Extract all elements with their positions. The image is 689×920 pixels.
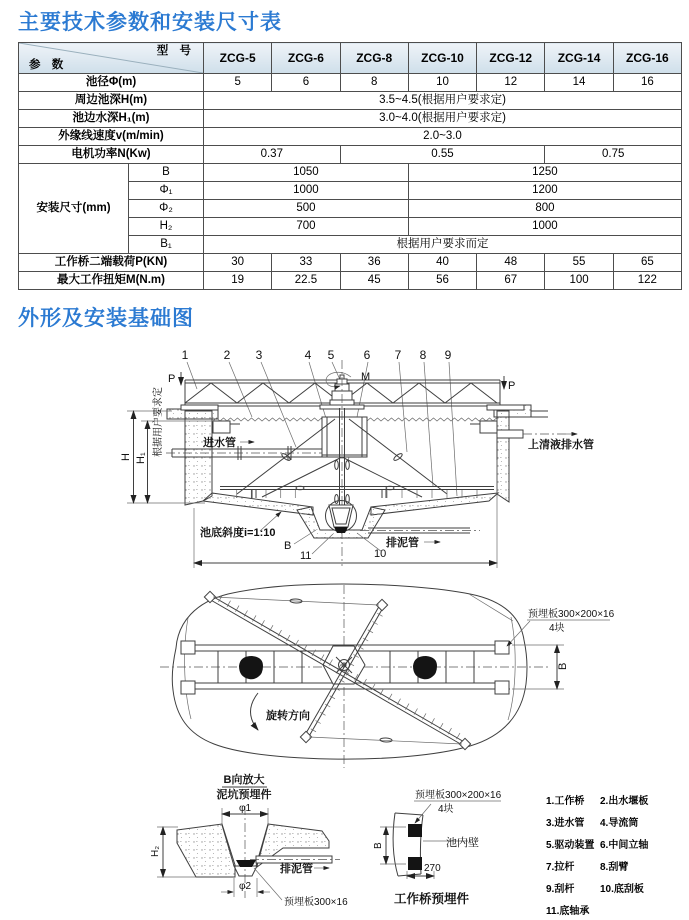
callout-number: 4: [304, 348, 312, 362]
callout-number: 1: [181, 348, 189, 362]
sludge-pipe-label: 排泥管: [386, 537, 419, 549]
table-cell: 3.0~4.0(根据用户要求定): [204, 110, 682, 128]
inner-wall-label: 池内壁: [446, 837, 479, 849]
inlet-pipe-label: 进水管: [203, 437, 236, 449]
table-cell: 最大工作扭矩M(N.m): [19, 272, 204, 290]
table-cell: 外缘线速度v(m/min): [19, 128, 204, 146]
callout-number: 9: [444, 348, 452, 362]
table-cell: 500: [204, 200, 409, 218]
table-cell: 16: [613, 74, 681, 92]
legend-item: 11.底轴承: [546, 906, 590, 917]
plan-embed-plate-note: [507, 607, 615, 646]
motor-label: M: [361, 371, 371, 383]
scraper-assembly: [220, 486, 494, 498]
callout-number: 8: [419, 348, 427, 362]
legend-item: 9.刮杆: [546, 884, 575, 895]
legend-item: 2.出水堰板: [600, 796, 649, 807]
dim-270-label: 270: [424, 863, 441, 874]
table-cell: 55: [545, 254, 613, 272]
dim-h1-label: H₁: [135, 452, 147, 464]
table-cell: 1000: [204, 182, 409, 200]
embed-count-label: 4块: [549, 623, 565, 634]
bridge-dim-b-label: B: [373, 842, 384, 849]
dim-phi2-label: φ2: [238, 881, 252, 892]
table-cell: 周边池深H(m): [19, 92, 204, 110]
bottom-bearing-pit: [326, 501, 357, 534]
detail-pit-subtitle: 泥坑预埋件: [216, 789, 272, 801]
table-cell: 0.37: [204, 146, 341, 164]
floor-slope-label: 池底斜度i=1:10: [200, 527, 276, 539]
legend-item: 10.底刮板: [600, 884, 644, 895]
model-header: ZCG-14: [545, 43, 613, 74]
table-cell: 1250: [408, 164, 681, 182]
bridge-plate-label: 预埋板300×200×16: [415, 790, 502, 801]
callout-number: 6: [363, 348, 371, 362]
callout-number: 3: [255, 348, 263, 362]
table-cell: Φ₂: [129, 200, 204, 218]
table-cell: Φ₁: [129, 182, 204, 200]
model-header: ZCG-12: [477, 43, 545, 74]
legend-item: 6.中间立轴: [600, 840, 649, 851]
sludge-pipe-side: [360, 528, 480, 549]
dim-phi1-label: φ1: [238, 803, 252, 814]
page-title: 主要技术参数和安装尺寸表: [18, 11, 282, 34]
callout-10-label: 10: [374, 548, 387, 560]
table-cell: 30: [204, 254, 272, 272]
table-cell: 800: [408, 200, 681, 218]
corner-label-param: 参 数: [29, 58, 68, 71]
table-cell: 12: [477, 74, 545, 92]
side-view-drawing: [120, 348, 594, 568]
table-cell: 67: [477, 272, 545, 290]
table-cell: 56: [408, 272, 476, 290]
table-cell: 14: [545, 74, 613, 92]
table-cell: 22.5: [272, 272, 340, 290]
bridge-embed-detail: [373, 788, 502, 906]
table-cell: 安装尺寸(mm): [19, 164, 129, 254]
plan-view-drawing: [160, 584, 615, 768]
table-cell: 5: [204, 74, 272, 92]
legend: [546, 792, 648, 917]
callout-layer: [182, 348, 452, 362]
table-cell: 100: [545, 272, 613, 290]
legend-item: 8.刮臂: [600, 862, 629, 873]
table-cell: H₂: [129, 218, 204, 236]
table-cell: 48: [477, 254, 545, 272]
table-cell: B: [129, 164, 204, 182]
detail-sludge-pipe-label: 排泥管: [280, 863, 313, 875]
callout-number: 2: [223, 348, 231, 362]
model-header: ZCG-6: [272, 43, 340, 74]
legend-item: 5.驱动装置: [546, 840, 595, 851]
table-cell: 700: [204, 218, 409, 236]
table-cell: 根据用户要求而定: [204, 236, 682, 254]
legend-item: 1.工作桥: [546, 796, 585, 807]
detail-pit-plate-label: 预埋板300×16: [284, 897, 348, 908]
p-load-left-label: P: [168, 373, 176, 385]
model-header: ZCG-5: [204, 43, 272, 74]
table-cell: 池径Φ(m): [19, 74, 204, 92]
table-cell: 122: [613, 272, 681, 290]
depth-note-label: 根据用户要求定: [153, 387, 164, 457]
detail-pit-title: B向放大: [223, 774, 265, 786]
table-cell: 65: [613, 254, 681, 272]
callout-11-label: 11: [300, 550, 312, 562]
table-cell: 45: [340, 272, 408, 290]
p-load-right-label: P: [508, 380, 516, 392]
table-cell: 1050: [204, 164, 409, 182]
embed-plate-label: 预埋板300×200×16: [528, 609, 615, 620]
supernatant-pipe-label: 上清液排水管: [528, 439, 594, 451]
table-cell: 36: [340, 254, 408, 272]
table-cell: 3.5~4.5(根据用户要求定): [204, 92, 682, 110]
model-header: ZCG-10: [408, 43, 476, 74]
bridge-detail-title: 工作桥预埋件: [394, 892, 470, 906]
table-cell: 电机功率N(Kw): [19, 146, 204, 164]
callout-number: 5: [327, 348, 335, 362]
table-cell: 0.55: [340, 146, 545, 164]
model-header: ZCG-16: [613, 43, 681, 74]
legend-item: 4.导流筒: [600, 818, 639, 829]
table-cell: 2.0~3.0: [204, 128, 682, 146]
rotation-label: 旋转方向: [266, 710, 310, 722]
table-cell: 19: [204, 272, 272, 290]
model-header: ZCG-8: [340, 43, 408, 74]
legend-item: 3.进水管: [546, 818, 585, 829]
table-cell: 工作桥二端载荷P(KN): [19, 254, 204, 272]
legend-item: 7.拉杆: [546, 862, 575, 873]
callout-number: 7: [394, 348, 402, 362]
dim-h-label: H: [120, 453, 132, 461]
table-cell: 池边水深H₁(m): [19, 110, 204, 128]
bridge-plate-count: 4块: [438, 804, 454, 815]
dim-b-label: B: [284, 540, 292, 552]
table-cell: 1200: [408, 182, 681, 200]
table-cell: 8: [340, 74, 408, 92]
table-cell: 6: [272, 74, 340, 92]
corner-label-model: 型 号: [156, 45, 195, 57]
table-cell: 10: [408, 74, 476, 92]
table-cell: B₁: [129, 236, 204, 254]
table-cell: 0.75: [545, 146, 682, 164]
table-cell: 40: [408, 254, 476, 272]
plan-dim-b-label: B: [557, 662, 569, 670]
table-cell: 1000: [408, 218, 681, 236]
mud-pit-detail: [150, 772, 348, 908]
rotation-direction: [251, 693, 311, 730]
dim-h2-label: H₂: [150, 845, 161, 857]
drawing-section-title: 外形及安装基础图: [18, 307, 194, 330]
table-cell: 33: [272, 254, 340, 272]
